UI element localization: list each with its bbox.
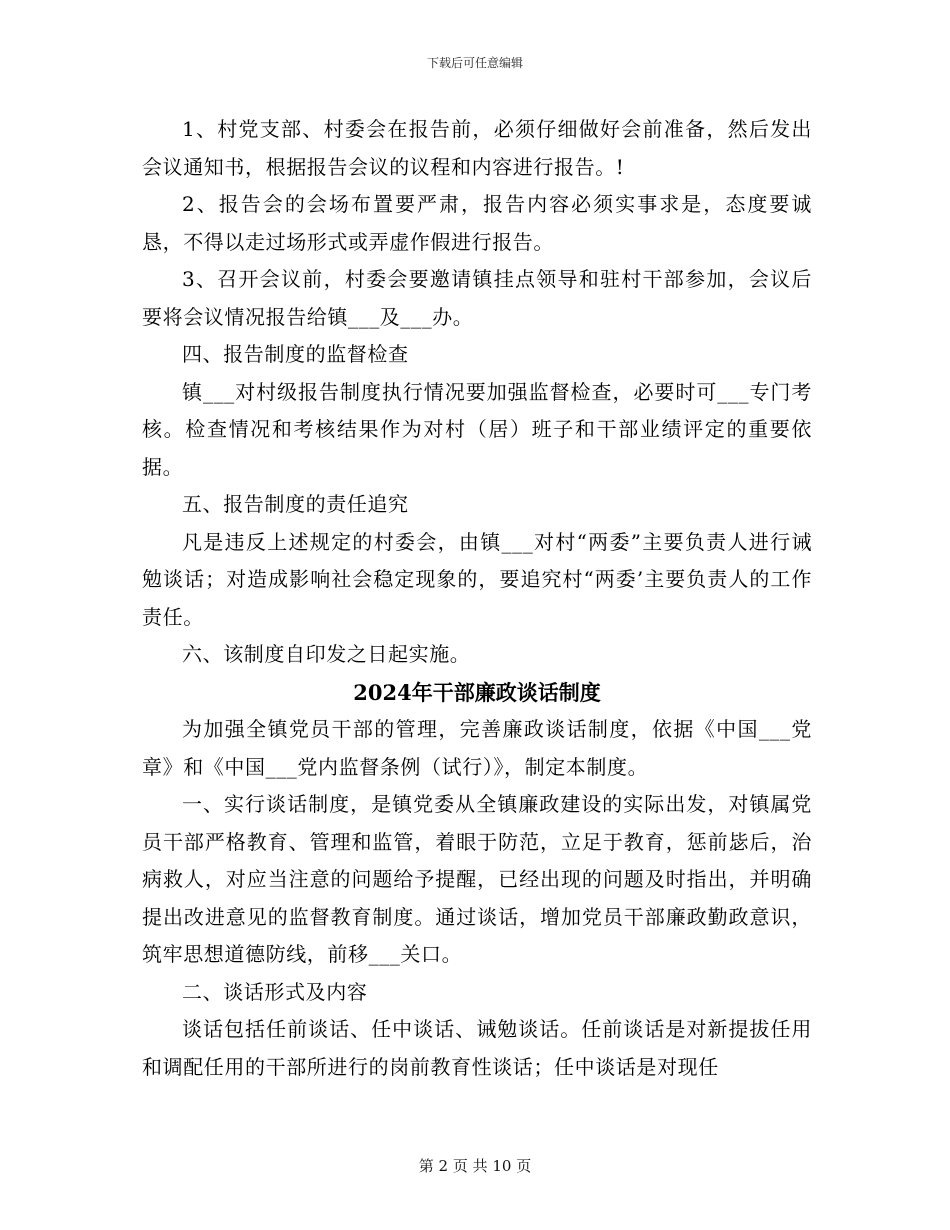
paragraph: 凡是违反上述规定的村委会，由镇___对村“两委”主要负责人进行诫勉谈话；对造成影响社会稳定现象的，要追究村“两委’主要负责人的工作责任。 xyxy=(142,529,812,629)
paragraph: 一、实行谈话制度，是镇党委从全镇廉政建设的实际出发，对镇属党员干部严格教育、管理和监管，着眼于防范，立足于教育，惩前毖后，治病救人，对应当注意的问题给予提醒，已经出现的问题及时指出，并明确提出改进意见的监督教育制度。通过谈话，增加党员干部廉政勤政意识，筑牢思想道德防线，前移___关口。 xyxy=(142,792,812,966)
page-number-footer: 第 2 页 共 10 页 xyxy=(418,1157,532,1175)
paragraph: 镇___对村级报告制度执行情况要加强监督检查，必要时可___专门考核。检查情况和考核结果作为对村（居）班子和干部业绩评定的重要依据。 xyxy=(142,379,812,479)
header-note: 下载后可任意编辑 xyxy=(426,56,523,70)
paragraph: 六、该制度自印发之日起实施。 xyxy=(182,642,471,666)
section-heading: 二、谈话形式及内容 xyxy=(182,979,368,1004)
paragraph: 谈话包括任前谈话、任中谈话、诫勉谈话。任前谈话是对新提拔任用和调配任用的干部所进行的岗前教育性谈话；任中谈话是对现任 xyxy=(142,1017,812,1079)
paragraph: 3、召开会议前，村委会要邀请镇挂点领导和驻村干部参加，会议后要将会议情况报告给镇___及___办。 xyxy=(142,267,812,329)
section-heading: 四、报告制度的监督检查 xyxy=(182,342,409,366)
document-title: 2024年干部廉政谈话制度 xyxy=(353,679,601,705)
paragraph: 为加强全镇党员干部的管理，完善廉政谈话制度，依据《中国___党章》和《中国___党内监督条例（试行）》，制定本制度。 xyxy=(142,717,812,779)
section-heading: 五、报告制度的责任追究 xyxy=(182,492,409,516)
paragraph: 1、村党支部、村委会在报告前，必须仔细做好会前准备，然后发出会议通知书，根据报告会议的议程和内容进行报告。! xyxy=(142,117,812,179)
paragraph: 2、报告会的会场布置要严肃，报告内容必须实事求是，态度要诚恳，不得以走过场形式或弄虚作假进行报告。 xyxy=(142,192,812,254)
document-body xyxy=(142,111,812,1086)
